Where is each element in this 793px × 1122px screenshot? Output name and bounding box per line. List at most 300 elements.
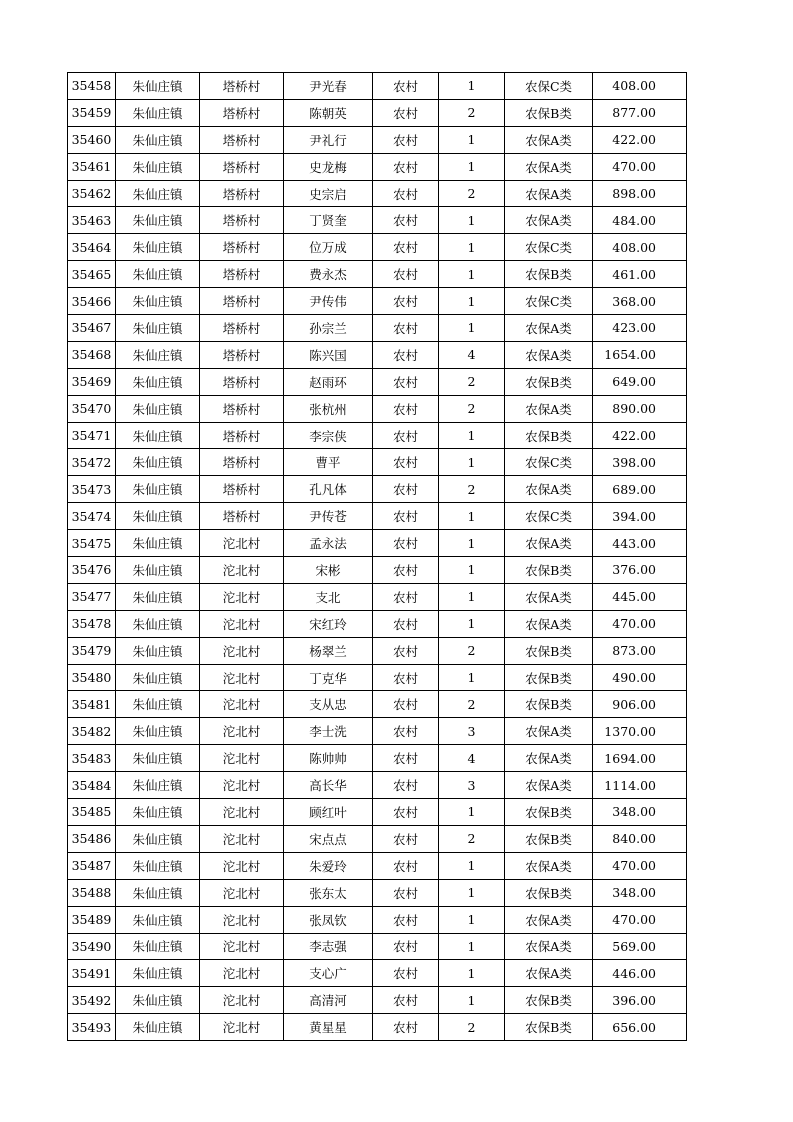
village-cell: 塔桥村 — [200, 476, 284, 503]
record-id-cell: 35488 — [68, 879, 116, 906]
name-cell: 朱爱玲 — [284, 852, 373, 879]
household-size-cell: 2 — [439, 825, 505, 852]
amount-cell: 461.00 — [593, 261, 687, 288]
household-size-cell: 1 — [439, 530, 505, 557]
area-type-cell: 农村 — [373, 288, 439, 315]
record-id-cell: 35487 — [68, 852, 116, 879]
record-id-cell: 35463 — [68, 207, 116, 234]
town-cell: 朱仙庄镇 — [116, 126, 200, 153]
area-type-cell: 农村 — [373, 207, 439, 234]
area-type-cell: 农村 — [373, 99, 439, 126]
category-cell: 农保A类 — [505, 583, 593, 610]
amount-cell: 396.00 — [593, 987, 687, 1014]
area-type-cell: 农村 — [373, 906, 439, 933]
table-row — [68, 180, 687, 207]
household-size-cell: 1 — [439, 664, 505, 691]
amount-cell: 422.00 — [593, 126, 687, 153]
village-cell: 沱北村 — [200, 799, 284, 826]
name-cell: 宋点点 — [284, 825, 373, 852]
data-table — [67, 72, 687, 1041]
household-size-cell: 2 — [439, 1014, 505, 1041]
area-type-cell: 农村 — [373, 879, 439, 906]
household-size-cell: 3 — [439, 718, 505, 745]
household-size-cell: 1 — [439, 315, 505, 342]
record-id-cell: 35483 — [68, 745, 116, 772]
table-row — [68, 799, 687, 826]
category-cell: 农保C类 — [505, 234, 593, 261]
record-id-cell: 35465 — [68, 261, 116, 288]
table-row — [68, 126, 687, 153]
household-size-cell: 1 — [439, 987, 505, 1014]
village-cell: 沱北村 — [200, 610, 284, 637]
town-cell: 朱仙庄镇 — [116, 395, 200, 422]
category-cell: 农保B类 — [505, 879, 593, 906]
table-row — [68, 691, 687, 718]
category-cell: 农保B类 — [505, 422, 593, 449]
name-cell: 张凤钦 — [284, 906, 373, 933]
household-size-cell: 2 — [439, 476, 505, 503]
town-cell: 朱仙庄镇 — [116, 610, 200, 637]
category-cell: 农保B类 — [505, 637, 593, 664]
household-size-cell: 1 — [439, 879, 505, 906]
area-type-cell: 农村 — [373, 261, 439, 288]
table-row — [68, 207, 687, 234]
village-cell: 塔桥村 — [200, 368, 284, 395]
amount-cell: 569.00 — [593, 933, 687, 960]
category-cell: 农保C类 — [505, 449, 593, 476]
name-cell: 顾红叶 — [284, 799, 373, 826]
table-row — [68, 288, 687, 315]
record-id-cell: 35472 — [68, 449, 116, 476]
record-id-cell: 35475 — [68, 530, 116, 557]
town-cell: 朱仙庄镇 — [116, 933, 200, 960]
village-cell: 塔桥村 — [200, 261, 284, 288]
town-cell: 朱仙庄镇 — [116, 503, 200, 530]
area-type-cell: 农村 — [373, 664, 439, 691]
village-cell: 塔桥村 — [200, 503, 284, 530]
household-size-cell: 4 — [439, 341, 505, 368]
name-cell: 孔凡体 — [284, 476, 373, 503]
town-cell: 朱仙庄镇 — [116, 637, 200, 664]
name-cell: 尹传苍 — [284, 503, 373, 530]
record-id-cell: 35476 — [68, 557, 116, 584]
village-cell: 塔桥村 — [200, 341, 284, 368]
amount-cell: 1654.00 — [593, 341, 687, 368]
amount-cell: 890.00 — [593, 395, 687, 422]
area-type-cell: 农村 — [373, 987, 439, 1014]
table-row — [68, 73, 687, 100]
amount-cell: 470.00 — [593, 153, 687, 180]
household-size-cell: 1 — [439, 583, 505, 610]
amount-cell: 1694.00 — [593, 745, 687, 772]
village-cell: 沱北村 — [200, 583, 284, 610]
household-size-cell: 2 — [439, 395, 505, 422]
town-cell: 朱仙庄镇 — [116, 745, 200, 772]
amount-cell: 840.00 — [593, 825, 687, 852]
amount-cell: 408.00 — [593, 73, 687, 100]
area-type-cell: 农村 — [373, 799, 439, 826]
table-row — [68, 476, 687, 503]
town-cell: 朱仙庄镇 — [116, 207, 200, 234]
town-cell: 朱仙庄镇 — [116, 799, 200, 826]
household-size-cell: 1 — [439, 73, 505, 100]
amount-cell: 423.00 — [593, 315, 687, 342]
area-type-cell: 农村 — [373, 368, 439, 395]
town-cell: 朱仙庄镇 — [116, 664, 200, 691]
category-cell: 农保A类 — [505, 395, 593, 422]
amount-cell: 445.00 — [593, 583, 687, 610]
amount-cell: 1114.00 — [593, 772, 687, 799]
category-cell: 农保B类 — [505, 261, 593, 288]
amount-cell: 394.00 — [593, 503, 687, 530]
household-size-cell: 4 — [439, 745, 505, 772]
table-row — [68, 341, 687, 368]
name-cell: 李士洗 — [284, 718, 373, 745]
category-cell: 农保B类 — [505, 691, 593, 718]
household-size-cell: 1 — [439, 960, 505, 987]
name-cell: 丁贤奎 — [284, 207, 373, 234]
amount-cell: 376.00 — [593, 557, 687, 584]
town-cell: 朱仙庄镇 — [116, 583, 200, 610]
town-cell: 朱仙庄镇 — [116, 718, 200, 745]
table-row — [68, 530, 687, 557]
record-id-cell: 35474 — [68, 503, 116, 530]
category-cell: 农保B类 — [505, 368, 593, 395]
amount-cell: 490.00 — [593, 664, 687, 691]
record-id-cell: 35461 — [68, 153, 116, 180]
village-cell: 沱北村 — [200, 960, 284, 987]
village-cell: 沱北村 — [200, 557, 284, 584]
area-type-cell: 农村 — [373, 153, 439, 180]
record-id-cell: 35484 — [68, 772, 116, 799]
record-id-cell: 35468 — [68, 341, 116, 368]
record-id-cell: 35459 — [68, 99, 116, 126]
amount-cell: 649.00 — [593, 368, 687, 395]
village-cell: 塔桥村 — [200, 207, 284, 234]
category-cell: 农保C类 — [505, 288, 593, 315]
town-cell: 朱仙庄镇 — [116, 530, 200, 557]
area-type-cell: 农村 — [373, 395, 439, 422]
village-cell: 塔桥村 — [200, 315, 284, 342]
area-type-cell: 农村 — [373, 583, 439, 610]
table-row — [68, 960, 687, 987]
name-cell: 曹平 — [284, 449, 373, 476]
household-size-cell: 2 — [439, 180, 505, 207]
village-cell: 塔桥村 — [200, 422, 284, 449]
table-row — [68, 933, 687, 960]
village-cell: 沱北村 — [200, 745, 284, 772]
household-size-cell: 1 — [439, 933, 505, 960]
town-cell: 朱仙庄镇 — [116, 825, 200, 852]
category-cell: 农保A类 — [505, 207, 593, 234]
name-cell: 张杭州 — [284, 395, 373, 422]
village-cell: 沱北村 — [200, 530, 284, 557]
area-type-cell: 农村 — [373, 476, 439, 503]
area-type-cell: 农村 — [373, 180, 439, 207]
household-size-cell: 1 — [439, 557, 505, 584]
household-size-cell: 1 — [439, 234, 505, 261]
town-cell: 朱仙庄镇 — [116, 153, 200, 180]
town-cell: 朱仙庄镇 — [116, 691, 200, 718]
town-cell: 朱仙庄镇 — [116, 987, 200, 1014]
table-row — [68, 610, 687, 637]
name-cell: 史宗启 — [284, 180, 373, 207]
record-id-cell: 35470 — [68, 395, 116, 422]
name-cell: 史龙梅 — [284, 153, 373, 180]
table-row — [68, 718, 687, 745]
category-cell: 农保A类 — [505, 852, 593, 879]
category-cell: 农保A类 — [505, 906, 593, 933]
town-cell: 朱仙庄镇 — [116, 906, 200, 933]
village-cell: 沱北村 — [200, 906, 284, 933]
table-row — [68, 261, 687, 288]
record-id-cell: 35485 — [68, 799, 116, 826]
category-cell: 农保A类 — [505, 530, 593, 557]
town-cell: 朱仙庄镇 — [116, 449, 200, 476]
category-cell: 农保B类 — [505, 987, 593, 1014]
amount-cell: 422.00 — [593, 422, 687, 449]
record-id-cell: 35469 — [68, 368, 116, 395]
name-cell: 宋彬 — [284, 557, 373, 584]
category-cell: 农保C类 — [505, 503, 593, 530]
record-id-cell: 35473 — [68, 476, 116, 503]
name-cell: 尹传伟 — [284, 288, 373, 315]
household-size-cell: 1 — [439, 906, 505, 933]
village-cell: 沱北村 — [200, 852, 284, 879]
category-cell: 农保A类 — [505, 610, 593, 637]
table-row — [68, 664, 687, 691]
household-size-cell: 1 — [439, 503, 505, 530]
record-id-cell: 35491 — [68, 960, 116, 987]
area-type-cell: 农村 — [373, 557, 439, 584]
town-cell: 朱仙庄镇 — [116, 234, 200, 261]
town-cell: 朱仙庄镇 — [116, 315, 200, 342]
area-type-cell: 农村 — [373, 530, 439, 557]
record-id-cell: 35460 — [68, 126, 116, 153]
village-cell: 沱北村 — [200, 933, 284, 960]
household-size-cell: 1 — [439, 153, 505, 180]
table-row — [68, 99, 687, 126]
table-row — [68, 1014, 687, 1041]
name-cell: 陈帅帅 — [284, 745, 373, 772]
town-cell: 朱仙庄镇 — [116, 1014, 200, 1041]
name-cell: 高清河 — [284, 987, 373, 1014]
record-id-cell: 35480 — [68, 664, 116, 691]
village-cell: 沱北村 — [200, 664, 284, 691]
area-type-cell: 农村 — [373, 691, 439, 718]
category-cell: 农保A类 — [505, 960, 593, 987]
table-row — [68, 557, 687, 584]
village-cell: 塔桥村 — [200, 449, 284, 476]
record-id-cell: 35471 — [68, 422, 116, 449]
record-id-cell: 35466 — [68, 288, 116, 315]
village-cell: 沱北村 — [200, 987, 284, 1014]
table-row — [68, 368, 687, 395]
name-cell: 高长华 — [284, 772, 373, 799]
household-size-cell: 1 — [439, 207, 505, 234]
town-cell: 朱仙庄镇 — [116, 288, 200, 315]
category-cell: 农保A类 — [505, 745, 593, 772]
table-row — [68, 422, 687, 449]
village-cell: 沱北村 — [200, 637, 284, 664]
table-row — [68, 879, 687, 906]
town-cell: 朱仙庄镇 — [116, 99, 200, 126]
record-id-cell: 35481 — [68, 691, 116, 718]
town-cell: 朱仙庄镇 — [116, 368, 200, 395]
household-size-cell: 1 — [439, 449, 505, 476]
village-cell: 塔桥村 — [200, 288, 284, 315]
table-row — [68, 637, 687, 664]
area-type-cell: 农村 — [373, 825, 439, 852]
table-row — [68, 745, 687, 772]
area-type-cell: 农村 — [373, 610, 439, 637]
record-id-cell: 35467 — [68, 315, 116, 342]
village-cell: 沱北村 — [200, 879, 284, 906]
category-cell: 农保B类 — [505, 799, 593, 826]
amount-cell: 470.00 — [593, 906, 687, 933]
record-id-cell: 35486 — [68, 825, 116, 852]
household-size-cell: 1 — [439, 852, 505, 879]
name-cell: 支北 — [284, 583, 373, 610]
household-size-cell: 2 — [439, 99, 505, 126]
table-row — [68, 906, 687, 933]
record-id-cell: 35482 — [68, 718, 116, 745]
table-row — [68, 583, 687, 610]
record-id-cell: 35479 — [68, 637, 116, 664]
amount-cell: 470.00 — [593, 852, 687, 879]
name-cell: 宋红玲 — [284, 610, 373, 637]
table-row — [68, 315, 687, 342]
village-cell: 塔桥村 — [200, 234, 284, 261]
name-cell: 赵雨环 — [284, 368, 373, 395]
amount-cell: 470.00 — [593, 610, 687, 637]
area-type-cell: 农村 — [373, 933, 439, 960]
name-cell: 杨翠兰 — [284, 637, 373, 664]
village-cell: 沱北村 — [200, 691, 284, 718]
category-cell: 农保A类 — [505, 341, 593, 368]
name-cell: 李宗侠 — [284, 422, 373, 449]
area-type-cell: 农村 — [373, 745, 439, 772]
category-cell: 农保A类 — [505, 126, 593, 153]
category-cell: 农保A类 — [505, 718, 593, 745]
village-cell: 塔桥村 — [200, 395, 284, 422]
household-size-cell: 1 — [439, 610, 505, 637]
amount-cell: 398.00 — [593, 449, 687, 476]
table-row — [68, 449, 687, 476]
town-cell: 朱仙庄镇 — [116, 557, 200, 584]
category-cell: 农保A类 — [505, 180, 593, 207]
category-cell: 农保C类 — [505, 73, 593, 100]
town-cell: 朱仙庄镇 — [116, 772, 200, 799]
area-type-cell: 农村 — [373, 960, 439, 987]
record-id-cell: 35493 — [68, 1014, 116, 1041]
record-id-cell: 35489 — [68, 906, 116, 933]
area-type-cell: 农村 — [373, 422, 439, 449]
household-size-cell: 2 — [439, 368, 505, 395]
area-type-cell: 农村 — [373, 718, 439, 745]
area-type-cell: 农村 — [373, 772, 439, 799]
table-row — [68, 234, 687, 261]
record-id-cell: 35478 — [68, 610, 116, 637]
category-cell: 农保B类 — [505, 825, 593, 852]
area-type-cell: 农村 — [373, 1014, 439, 1041]
record-id-cell: 35492 — [68, 987, 116, 1014]
village-cell: 塔桥村 — [200, 73, 284, 100]
category-cell: 农保B类 — [505, 1014, 593, 1041]
record-id-cell: 35490 — [68, 933, 116, 960]
area-type-cell: 农村 — [373, 852, 439, 879]
category-cell: 农保A类 — [505, 933, 593, 960]
table-row — [68, 772, 687, 799]
town-cell: 朱仙庄镇 — [116, 422, 200, 449]
table-row — [68, 395, 687, 422]
town-cell: 朱仙庄镇 — [116, 180, 200, 207]
household-size-cell: 1 — [439, 799, 505, 826]
record-id-cell: 35477 — [68, 583, 116, 610]
record-id-cell: 35458 — [68, 73, 116, 100]
table-row — [68, 852, 687, 879]
village-cell: 塔桥村 — [200, 153, 284, 180]
category-cell: 农保A类 — [505, 476, 593, 503]
amount-cell: 368.00 — [593, 288, 687, 315]
record-id-cell: 35462 — [68, 180, 116, 207]
amount-cell: 656.00 — [593, 1014, 687, 1041]
area-type-cell: 农村 — [373, 503, 439, 530]
table-row — [68, 503, 687, 530]
area-type-cell: 农村 — [373, 315, 439, 342]
household-size-cell: 1 — [439, 126, 505, 153]
area-type-cell: 农村 — [373, 637, 439, 664]
table-row — [68, 153, 687, 180]
household-size-cell: 1 — [439, 288, 505, 315]
name-cell: 孟永法 — [284, 530, 373, 557]
table-row — [68, 825, 687, 852]
village-cell: 沱北村 — [200, 825, 284, 852]
village-cell: 塔桥村 — [200, 126, 284, 153]
area-type-cell: 农村 — [373, 126, 439, 153]
household-size-cell: 1 — [439, 422, 505, 449]
household-size-cell: 2 — [439, 691, 505, 718]
area-type-cell: 农村 — [373, 341, 439, 368]
name-cell: 陈兴国 — [284, 341, 373, 368]
household-size-cell: 3 — [439, 772, 505, 799]
village-cell: 沱北村 — [200, 718, 284, 745]
category-cell: 农保B类 — [505, 664, 593, 691]
amount-cell: 1370.00 — [593, 718, 687, 745]
table-row — [68, 987, 687, 1014]
category-cell: 农保B类 — [505, 557, 593, 584]
name-cell: 位万成 — [284, 234, 373, 261]
category-cell: 农保A类 — [505, 315, 593, 342]
table-body — [68, 73, 687, 1041]
name-cell: 李志强 — [284, 933, 373, 960]
area-type-cell: 农村 — [373, 449, 439, 476]
village-cell: 沱北村 — [200, 1014, 284, 1041]
area-type-cell: 农村 — [373, 234, 439, 261]
town-cell: 朱仙庄镇 — [116, 261, 200, 288]
amount-cell: 484.00 — [593, 207, 687, 234]
village-cell: 塔桥村 — [200, 99, 284, 126]
town-cell: 朱仙庄镇 — [116, 73, 200, 100]
village-cell: 塔桥村 — [200, 180, 284, 207]
name-cell: 尹光春 — [284, 73, 373, 100]
amount-cell: 898.00 — [593, 180, 687, 207]
name-cell: 费永杰 — [284, 261, 373, 288]
town-cell: 朱仙庄镇 — [116, 960, 200, 987]
name-cell: 丁克华 — [284, 664, 373, 691]
name-cell: 黄星星 — [284, 1014, 373, 1041]
town-cell: 朱仙庄镇 — [116, 341, 200, 368]
